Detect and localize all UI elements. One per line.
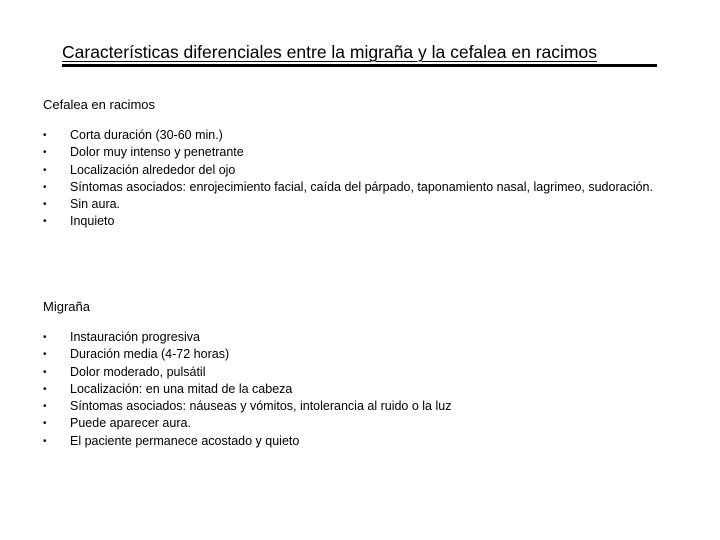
list-item [43,398,670,415]
list-item [43,127,670,144]
section-migraine [43,298,683,450]
bullet-icon: • [43,435,47,447]
bullet-icon: • [43,383,47,395]
slide-title: Características diferenciales entre la migraña y la cefalea en racimos [62,42,597,62]
bullet-icon: • [43,147,47,159]
bullet-icon: • [43,181,47,193]
list-item-text: Síntomas asociados: enrojecimiento facial, caída del párpado, taponamiento nasal, lagrimeo, sudoración. [70,179,653,194]
list-item [43,364,670,381]
bullet-icon: • [43,401,47,413]
bullet-icon: • [43,199,47,211]
bullet-icon: • [43,130,47,141]
list-item-text: Inquieto [70,214,115,229]
bullet-icon: • [43,332,47,343]
list-item-text: Dolor muy intenso y penetrante [70,145,244,160]
list-item [43,213,670,230]
list-item [43,381,670,398]
list-item-text: Síntomas asociados: náuseas y vómitos, intolerancia al ruido o la luz [70,399,452,414]
list-item-text: Puede aparecer aura. [70,416,191,431]
list-item-text: Instauración progresiva [70,330,200,344]
list-item-text: Localización alrededor del ojo [70,162,236,177]
list-item-text: Dolor moderado, pulsátil [70,364,206,379]
list-item [43,329,670,346]
list-item-text: Duración media (4-72 horas) [70,347,230,362]
list-item [43,433,670,450]
bullet-list [43,127,683,231]
bullet-icon: • [43,216,47,228]
section-heading: Migraña [43,299,90,314]
bullet-icon: • [43,349,47,361]
list-item [43,346,670,363]
bullet-icon: • [43,164,47,176]
list-item-text: Localización: en una mitad de la cabeza [70,381,293,396]
bullet-icon: • [43,366,47,378]
section-heading: Cefalea en racimos [43,97,155,112]
list-item [43,415,670,432]
title-underline-rule [62,64,657,67]
bullet-list [43,329,683,450]
list-item-text: Corta duración (30-60 min.) [70,128,223,142]
bullet-icon: • [43,418,47,430]
list-item [43,162,670,179]
list-item-text: Sin aura. [70,197,121,212]
list-item [43,196,670,213]
list-item [43,144,670,161]
list-item [43,179,670,196]
list-item-text: El paciente permanece acostado y quieto [70,433,300,448]
section-cluster-headache [43,96,683,231]
